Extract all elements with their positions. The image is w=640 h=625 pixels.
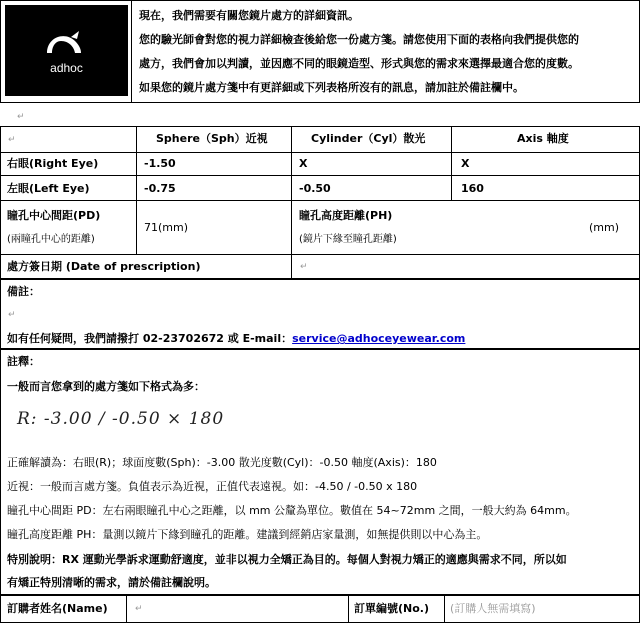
contact-email-link[interactable]: service@adhoceyewear.com: [292, 332, 466, 345]
logo-text: adhoc: [50, 61, 83, 75]
pd-sublabel: (兩瞳孔中心的距離): [7, 234, 95, 245]
left-eye-axis[interactable]: 160: [461, 182, 484, 195]
order-footer: 訂購者姓名(Name) ↵ 訂單編號(No.) (訂購人無需填寫): [0, 595, 640, 623]
col-header-sphere: Sphere（Sph）近視: [156, 132, 268, 145]
right-eye-sphere[interactable]: -1.50: [144, 157, 176, 170]
right-eye-cylinder[interactable]: X: [299, 157, 308, 170]
intro-line-1: 現在，我們需要有關您鏡片處方的詳細資訊。: [139, 9, 359, 22]
notes-intro: 一般而言您拿到的處方箋如下格式為多：: [7, 380, 205, 393]
intro-line-4: 如果您的鏡片處方箋中有更詳細或下列表格所沒有的訊息，請加註於備註欄中。: [139, 81, 524, 94]
notes-read: 正確解讀為：右眼(R)；球面度數(Sph)：-3.00 散光度數(Cyl)：-0.50 軸度(Axis)：180: [7, 456, 437, 469]
order-label: 訂單編號(No.): [354, 602, 429, 615]
intro-line-3: 處方，我們會加以判讀，並因應不同的眼鏡造型、形式與您的需求來選擇最適合您的度數。: [139, 57, 579, 70]
notes-ph: 瞳孔高度距離 PH：量測以鏡片下緣到瞳孔的距離。建議到經銷店家量測，如無提供則以中心為主。: [7, 528, 488, 541]
brand-logo: [5, 5, 128, 96]
ph-value[interactable]: (mm): [589, 221, 620, 234]
row-label-right-eye: 右眼(Right Eye): [7, 157, 99, 170]
contact-prefix: 如有任何疑問，我們請撥打 02-23702672 或 E-mail：: [7, 332, 293, 345]
header-box: [0, 0, 640, 103]
date-label: 處方簽日期 (Date of prescription): [7, 260, 201, 273]
ph-label: 瞳孔高度距離(PH): [299, 209, 393, 222]
notes-box: [0, 349, 640, 595]
rx-table: ↵ Sphere（Sph）近視 Cylinder（Cyl）散光 Axis 軸度 右眼(Right Eye) -1.50 X X 左眼(Left Eye) -0.75 -0.50 160 瞳孔中心間距(PD) (兩瞳孔中心的距離) 71(mm) 瞳孔高度距離(PH) (鏡片下緣至瞳孔距離) (mm) 處方簽日期 (Date of prescription) ↵: [0, 126, 640, 279]
pd-label: 瞳孔中心間距(PD): [7, 209, 101, 222]
handwritten-example: R: -3.00 / -0.50 × 180: [17, 409, 225, 429]
notes-special-1: 特別說明：RX 運動光學訴求運動舒適度，並非以視力全矯正為目的。每個人對視力矯正的適應與需求不同，所以如: [7, 553, 567, 566]
notes-myopia: 近視：一般而言處方箋。負值表示為近視，正值代表遠視。如：-4.50 / -0.50 x 180: [7, 480, 418, 493]
left-eye-sphere[interactable]: -0.75: [144, 182, 176, 195]
left-eye-cylinder[interactable]: -0.50: [299, 182, 331, 195]
row-label-left-eye: 左眼(Left Eye): [7, 182, 90, 195]
logo-mark-icon: [41, 27, 85, 57]
name-label: 訂購者姓名(Name): [7, 602, 108, 615]
remarks-box: 備註： ↵ 如有任何疑問，我們請撥打 02-23702672 或 E-mail：service@adhoceyewear.com: [0, 279, 640, 349]
notes-pd: 瞳孔中心間距 PD：左右兩眼瞳孔中心之距離，以 mm 公釐為單位。數值在 54~72mm 之間，一般大約為 64mm。: [7, 504, 577, 517]
right-eye-axis[interactable]: X: [461, 157, 470, 170]
remarks-label: 備註：: [7, 285, 40, 298]
col-header-axis: Axis 軸度: [517, 132, 569, 145]
pd-value[interactable]: 71(mm): [144, 221, 189, 234]
intro-line-2: 您的驗光師會對您的視力詳細檢查後給您一份處方箋。請您使用下面的表格向我們提供您的: [139, 33, 579, 46]
col-header-cylinder: Cylinder（Cyl）散光: [311, 132, 426, 145]
ph-sublabel: (鏡片下緣至瞳孔距離): [299, 234, 397, 245]
contact-line: [7, 332, 465, 346]
notes-label: 註釋：: [7, 355, 40, 368]
notes-special-2: 有矯正特別清晰的需求，請於備註欄說明。: [7, 576, 216, 589]
order-field[interactable]: (訂購人無需填寫): [450, 602, 536, 615]
